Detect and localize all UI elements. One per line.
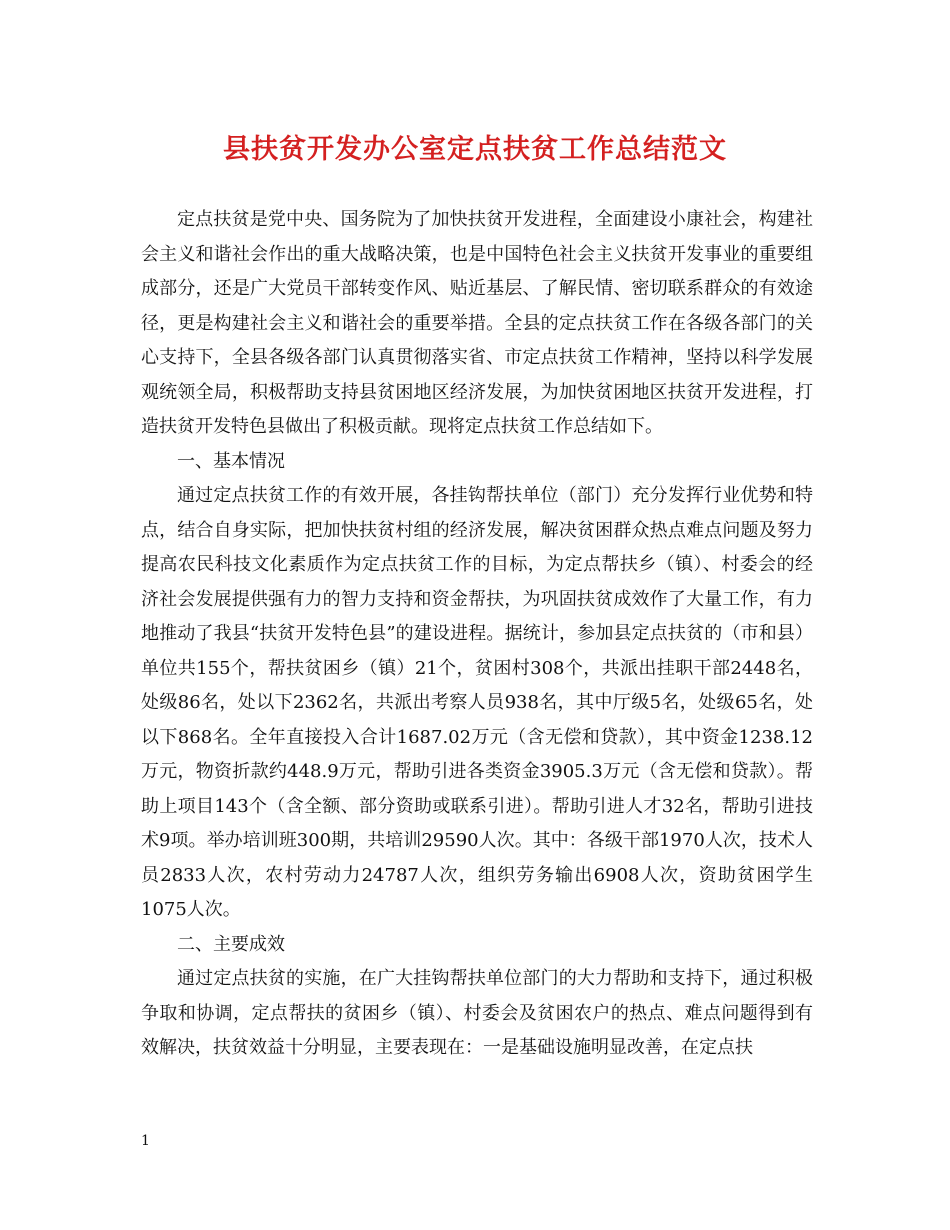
document-title: 县扶贫开发办公室定点扶贫工作总结范文 <box>223 134 727 165</box>
main-results-paragraph: 通过定点扶贫的实施，在广大挂钩帮扶单位部门的大力帮助和支持下，通过积极争取和协调，定点帮扶的贫困乡（镇）、村委会及贫困农户的热点、难点问题得到有效解决，扶贫效益十分明显，主要表现在：一是基础设施明显改善，在定点扶 <box>141 968 813 1058</box>
document-body <box>141 203 813 1066</box>
section-heading-basic-situation: 一、基本情况 <box>177 450 285 472</box>
page-number: 1 <box>141 1133 150 1149</box>
basic-situation-paragraph: 通过定点扶贫工作的有效开展，各挂钩帮扶单位（部门）充分发挥行业优势和特点，结合自身实际，把加快扶贫村组的经济发展，解决贫困群众热点难点问题及努力提高农民科技文化素质作为定点扶贫工作的目标，为定点帮扶乡（镇）、村委会的经济社会发展提供强有力的智力支持和资金帮扶，为巩固扶贫成效作了大量工作，有力地推动了我县“扶贫开发特色县”的建设进程。据统计，参加县定点扶贫的（市和县）单位共155个，帮扶贫困乡（镇）21个，贫困村308个，共派出挂职干部2448名，处级86名，处以下2362名，共派出考察人员938名，其中厅级5名，处级65名，处以下868名。全年直接投入合计1687.02万元（含无偿和贷款），其中资金1238.12万元，物资折款约448.9万元，帮助引进各类资金3905.3万元（含无偿和贷款）。帮助上项目143个（含全额、部分资助或联系引进）。帮助引进人才32名，帮助引进技术9项。举办培训班300期，共培训29590人次。其中：各级干部1970人次，技术人员2833人次，农村劳动力24787人次，组织劳务输出6908人次，资助贫困学生1075人次。 <box>141 485 814 920</box>
intro-paragraph: 定点扶贫是党中央、国务院为了加快扶贫开发进程，全面建设小康社会，构建社会主义和谐社会作出的重大战略决策，也是中国特色社会主义扶贫开发事业的重要组成部分，还是广大党员干部转变作风、贴近基层、了解民情、密切联系群众的有效途径，更是构建社会主义和谐社会的重要举措。全县的定点扶贫工作在各级各部门的关心支持下，全县各级各部门认真贯彻落实省、市定点扶贫工作精神，坚持以科学发展观统领全局，积极帮助支持县贫困地区经济发展，为加快贫困地区扶贫开发进程，打造扶贫开发特色县做出了积极贡献。现将定点扶贫工作总结如下。 <box>141 209 813 437</box>
section-heading-main-results: 二、主要成效 <box>177 933 285 955</box>
